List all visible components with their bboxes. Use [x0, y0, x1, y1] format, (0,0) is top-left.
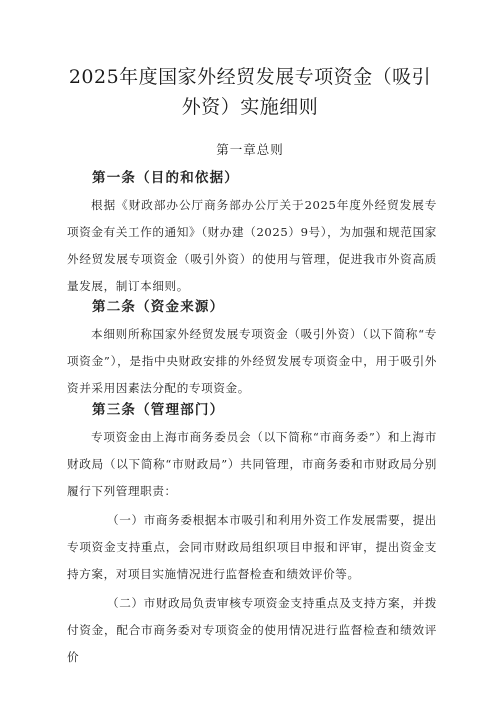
article-1-paragraph: 根据《财政部办公厅商务部办公厅关于2025年度外经贸发展专项资金有关工作的通知》（财办建（2025）9号），为加强和规范国家外经贸发展专项资金（吸引外资）的使用与管理，促进我市外资高质量发展，制订本细则。 — [67, 198, 437, 293]
article-3-item-1: （一）市商务委根据本市吸引和利用外资工作发展需要，提出专项资金支持重点，会同市财政局组织项目申报和评审，提出资金支持方案，对项目实施情况进行监督检查和绩效评价等。 — [67, 513, 437, 581]
article-3-item-2: （二）市财政局负责审核专项资金支持重点及支持方案，并拨付资金，配合市商务委对专项资金的使用情况进行监督检查和绩效评价 — [67, 596, 437, 664]
article-3-paragraph: 专项资金由上海市商务委员会（以下简称“市商务委”）和上海市财政局（以下简称“市财政局”）共同管理，市商务委和市财政局分别履行下列管理职责： — [67, 430, 437, 498]
article-1-heading: 第一条（目的和依据） — [92, 170, 239, 186]
article-3-heading: 第三条（管理部门） — [92, 402, 225, 418]
article-2-paragraph: 本细则所称国家外经贸发展专项资金（吸引外资）（以下简称“专项资金”），是指中央财政安排的外经贸发展专项资金中，用于吸引外资并采用因素法分配的专项资金。 — [67, 327, 437, 395]
chapter-heading: 第一章总则 — [216, 142, 284, 157]
document-title: 2025年度国家外经贸发展专项资金（吸引外资）实施细则 — [68, 66, 432, 118]
article-2-heading: 第二条（资金来源） — [92, 299, 225, 315]
